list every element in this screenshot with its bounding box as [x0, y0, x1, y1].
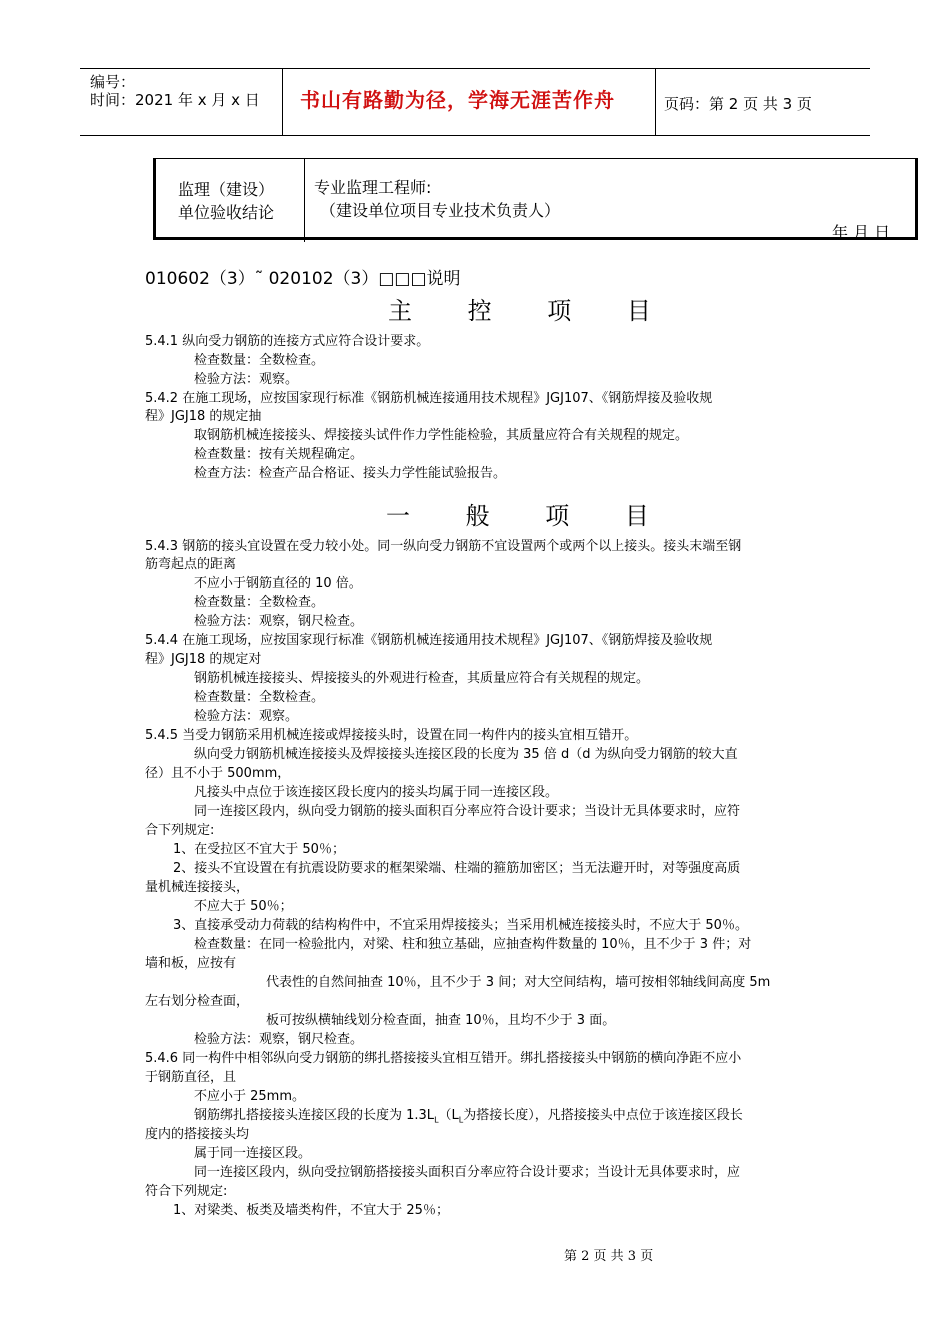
lap-length-rest: 为搭接长度），凡搭接接头中点位于该连接区段长: [463, 1108, 743, 1123]
page-footer: 第 2 页 共 3 页: [564, 1249, 654, 1264]
supervising-engineer: 专业监理工程师:: [314, 178, 432, 197]
general-item-0: 5.4.3 钢筋的接头宜设置在受力较小处。同一纵向受力钢筋不宜设置两个或两个以上接头。接头末端至钢: [145, 539, 742, 554]
general-section-heading: 一 般 项 目: [386, 502, 673, 530]
main-item-2: 检验方法：观察。: [194, 372, 299, 387]
general-item-20: 3、直接承受动力荷载的结构构件中，不宜采用焊接接头；当采用机械连接接头时，不应大于 50％。: [173, 918, 748, 933]
main-item-0: 5.4.1 纵向受力钢筋的连接方式应符合设计要求。: [145, 334, 430, 349]
general-item-19: 不应大于 50％；: [194, 899, 293, 914]
general-item-34: 属于同一连接区段。: [194, 1146, 312, 1161]
general-item-16: 1、在受拉区不宜大于 50％；: [173, 842, 345, 857]
general-item-2: 不应小于钢筋直径的 10 倍。: [194, 576, 362, 591]
general-item-3: 检查数量：全数检查。: [194, 595, 325, 610]
general-item-15: 合下列规定:: [145, 823, 215, 838]
main-section-heading: 主 控 项 目: [388, 297, 675, 325]
general-item-30-line: [194, 1107, 743, 1129]
general-item-5: 5.4.4 在施工现场，应按国家现行标准《钢筋机械连接通用技术规程》JGJ107、《钢筋焊接及验收规: [145, 633, 713, 648]
general-item-18: 量机械连接接头，: [145, 880, 250, 895]
general-item-24: 左右划分检查面，: [145, 994, 250, 1009]
approval-label-line2: 单位验收结论: [178, 203, 275, 222]
header-motto: 书山有路勤为径，学海无涯苦作舟: [300, 88, 615, 112]
general-item-8: 检查数量：全数检查。: [194, 690, 325, 705]
header-divider-2: [655, 68, 656, 136]
general-item-25: 板可按纵横轴线划分检查面，抽查 10％，且均不少于 3 面。: [266, 1013, 616, 1028]
main-item-1: 检查数量：全数检查。: [194, 353, 325, 368]
general-item-17: 2、接头不宜设置在有抗震设防要求的框架梁端、柱端的箍筋加密区；当无法避开时，对等强度高质: [173, 861, 741, 876]
general-item-1: 筋弯起点的距离: [145, 557, 237, 572]
header-bottom-rule: [80, 135, 870, 136]
approval-label-line1: 监理（建设）: [178, 180, 275, 199]
general-item-13: 凡接头中点位于该连接区段长度内的接头均属于同一连接区段。: [194, 785, 559, 800]
general-item-7: 钢筋机械连接接头、焊接接头的外观进行检查，其质量应符合有关规程的规定。: [194, 671, 650, 686]
general-item-35: 同一连接区段内，纵向受拉钢筋搭接接头面积百分率应符合设计要求；当设计无具体要求时，应: [194, 1165, 741, 1180]
header-top-rule: [80, 68, 870, 69]
main-item-6: 检查数量：按有关规程确定。: [194, 447, 364, 462]
general-item-33: 度内的搭接接头均: [145, 1127, 250, 1142]
general-item-4: 检验方法：观察，钢尺检查。: [194, 614, 364, 629]
general-item-27: 5.4.6 同一构件中相邻纵向受力钢筋的绑扎搭接接头宜相互错开。绑扎搭接接头中钢筋的横向净距不应小: [145, 1051, 742, 1066]
owner-technical-head: （建设单位项目专业技术负责人）: [320, 201, 561, 220]
general-item-6: 程》JGJ18 的规定对: [145, 652, 262, 667]
lap-subscript-2: L: [458, 1115, 464, 1125]
general-item-10: 5.4.5 当受力钢筋采用机械连接或焊接接头时，设置在同一构件内的接头宜相互错开。: [145, 728, 638, 743]
main-item-4: 程》JGJ18 的规定抽: [145, 409, 262, 424]
time-label: 时间：2021 年 x 月 x 日: [90, 91, 260, 109]
general-item-26: 检验方法：观察，钢尺检查。: [194, 1032, 364, 1047]
lap-length-text: 钢筋绑扎搭接接头连接区段的长度为 1.3L: [194, 1108, 435, 1123]
code-label: 编号：: [90, 73, 136, 91]
general-item-37: 1、对梁类、板类及墙类构件，不宜大于 25％；: [173, 1203, 449, 1218]
approval-divider: [304, 158, 305, 242]
general-item-36: 符合下列规定:: [145, 1184, 228, 1199]
general-item-21: 检查数量：在同一检验批内，对梁、柱和独立基础，应抽查构件数量的 10％，且不少于 3 件；对: [194, 937, 752, 952]
general-item-29: 不应小于 25mm。: [194, 1089, 306, 1104]
general-item-9: 检验方法：观察。: [194, 709, 299, 724]
approval-date: 年 月 日: [832, 223, 891, 242]
general-item-23: 代表性的自然间抽查 10％，且不少于 3 间；对大空间结构，墙可按相邻轴线间高度 5m: [266, 975, 771, 990]
main-item-5: 取钢筋机械连接接头、焊接接头试件作力学性能检验，其质量应符合有关规程的规定。: [194, 428, 689, 443]
main-item-7: 检查方法：检查产品合格证、接头力学性能试验报告。: [194, 466, 507, 481]
general-item-14: 同一连接区段内，纵向受力钢筋的接头面积百分率应符合设计要求；当设计无具体要求时，应符: [194, 804, 741, 819]
lap-length-paren: （L: [438, 1108, 459, 1123]
general-item-22: 墙和板，应按有: [145, 956, 237, 971]
general-item-11: 纵向受力钢筋机械连接接头及焊接接头连接区段的长度为 35 倍 d（d 为纵向受力钢筋的较大直: [194, 747, 738, 762]
general-item-12: 径）且不小于 500mm，: [145, 766, 291, 781]
page-info: 页码：第 2 页 共 3 页: [664, 95, 812, 113]
main-item-3: 5.4.2 在施工现场，应按国家现行标准《钢筋机械连接通用技术规程》JGJ107、《钢筋焊接及验收规: [145, 391, 713, 406]
general-item-28: 于钢筋直径，且: [145, 1070, 237, 1085]
lap-subscript-1: L: [434, 1115, 439, 1125]
doc-title: 010602（3）˜ 020102（3）□□□说明: [145, 269, 461, 289]
header-divider-1: [282, 68, 283, 136]
